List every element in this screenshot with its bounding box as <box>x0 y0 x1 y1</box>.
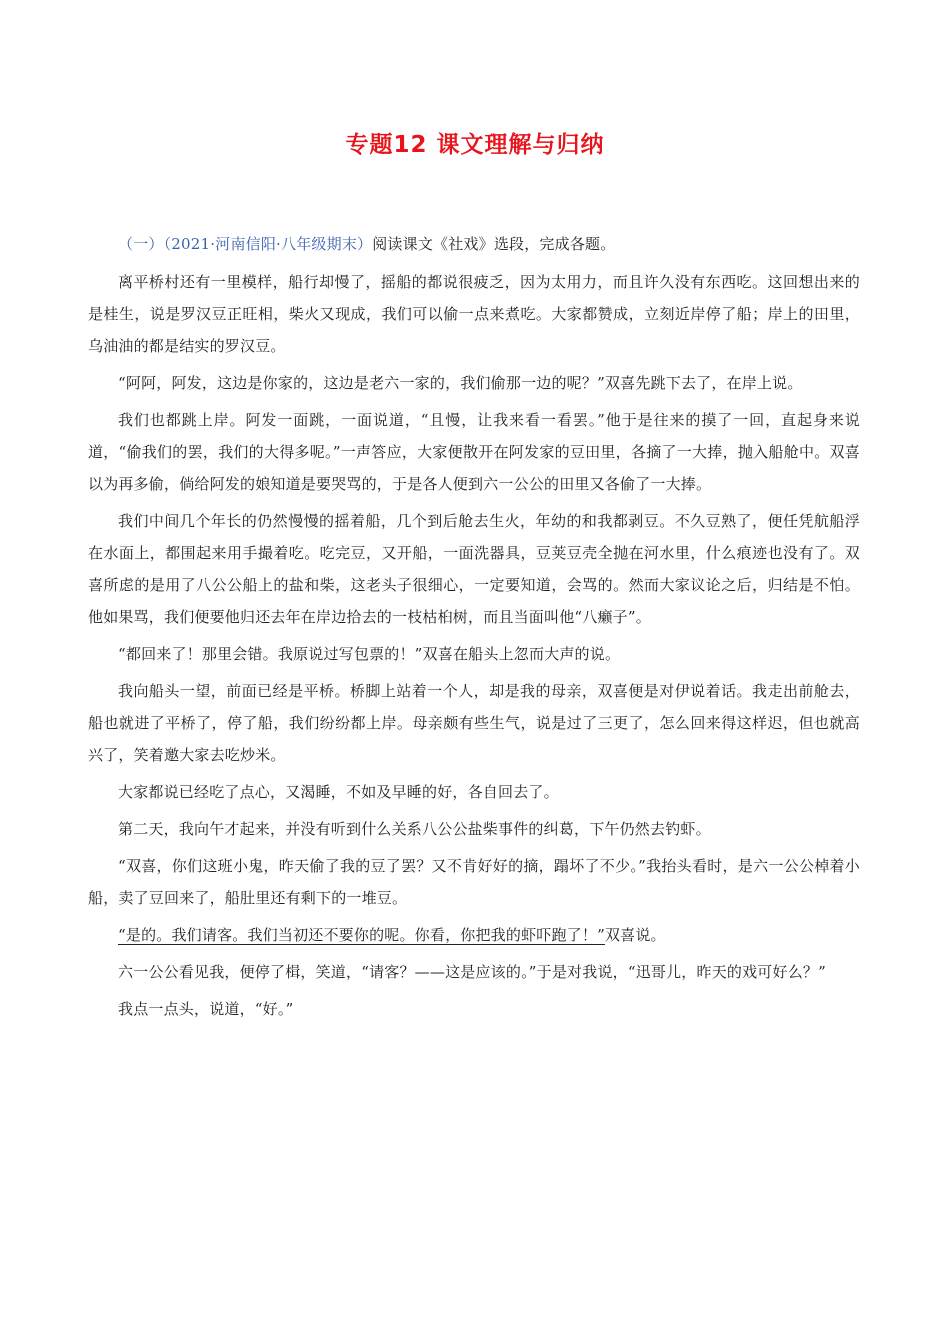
paragraph: 第二天，我向午才起来，并没有听到什么关系八公公盐柴事件的纠葛，下午仍然去钓虾。 <box>118 820 711 838</box>
question-instruction: 阅读课文《社戏》选段，完成各题。 <box>372 235 616 253</box>
underlined-paragraph <box>88 919 860 951</box>
underlined-quote: “是的。我们请客。我们当初还不要你的呢。你看，你把我的虾吓跑了！” <box>118 926 605 944</box>
question-source: （2021·河南信阳·八年级期末） <box>163 235 373 253</box>
paragraph: 我点一点头，说道，“好。” <box>118 1000 294 1018</box>
paragraph: “阿阿，阿发，这边是你家的，这边是老六一家的，我们偷那一边的呢？”双喜先跳下去了，在岸上说。 <box>118 374 803 392</box>
paragraph: “双喜，你们这班小鬼，昨天偷了我的豆了罢？又不肯好好的摘，蹋坏了不少。”我抬头看时，是六一公公棹着小船，卖了豆回来了，船肚里还有剩下的一堆豆。 <box>88 857 860 907</box>
question-intro <box>88 228 860 260</box>
page-title: 专题12 课文理解与归纳 <box>345 132 605 158</box>
underlined-paragraph-tail: 双喜说。 <box>604 926 666 944</box>
paragraph: “都回来了！那里会错。我原说过写包票的！”双喜在船头上忽而大声的说。 <box>118 645 621 663</box>
article-body <box>88 228 860 1030</box>
paragraph: 六一公公看见我，便停了楫，笑道，“请客？——这是应该的。”于是对我说，“迅哥儿，昨天的戏可好么？” <box>118 963 826 981</box>
paragraph: 我们也都跳上岸。阿发一面跳，一面说道，“且慢，让我来看一看罢。”他于是往来的摸了一回，直起身来说道，“偷我们的罢，我们的大得多呢。”一声答应，大家便散开在阿发家的豆田里，各摘了一大捧，抛入船舱中。双喜以为再多偷，倘给阿发的娘知道是要哭骂的，于是各人便到六一公公的田里又各偷了一大捧。 <box>88 411 860 493</box>
paragraph: 我们中间几个年长的仍然慢慢的摇着船，几个到后舱去生火，年幼的和我都剥豆。不久豆熟了，便任凭航船浮在水面上，都围起来用手撮着吃。吃完豆，又开船，一面洗器具，豆荚豆壳全抛在河水里，什么痕迹也没有了。双喜所虑的是用了八公公船上的盐和柴，这老头子很细心，一定要知道，会骂的。然而大家议论之后，归结是不怕。他如果骂，我们便要他归还去年在岸边拾去的一枝枯桕树，而且当面叫他“八癞子”。 <box>88 512 860 626</box>
paragraph: 大家都说已经吃了点心，又渴睡，不如及早睡的好，各自回去了。 <box>118 783 559 801</box>
paragraph: 离平桥村还有一里模样，船行却慢了，摇船的都说很疲乏，因为太用力，而且许久没有东西吃。这回想出来的是桂生，说是罗汉豆正旺相，柴火又现成，我们可以偷一点来煮吃。大家都赞成，立刻近岸停了船；岸上的田里，乌油油的都是结实的罗汉豆。 <box>88 273 860 355</box>
paragraph: 我向船头一望，前面已经是平桥。桥脚上站着一个人，却是我的母亲，双喜便是对伊说着话。我走出前舱去，船也就进了平桥了，停了船，我们纷纷都上岸。母亲颇有些生气，说是过了三更了，怎么回来得这样迟，但也就高兴了，笑着邀大家去吃炒米。 <box>88 682 860 764</box>
question-number: （一） <box>118 235 164 253</box>
